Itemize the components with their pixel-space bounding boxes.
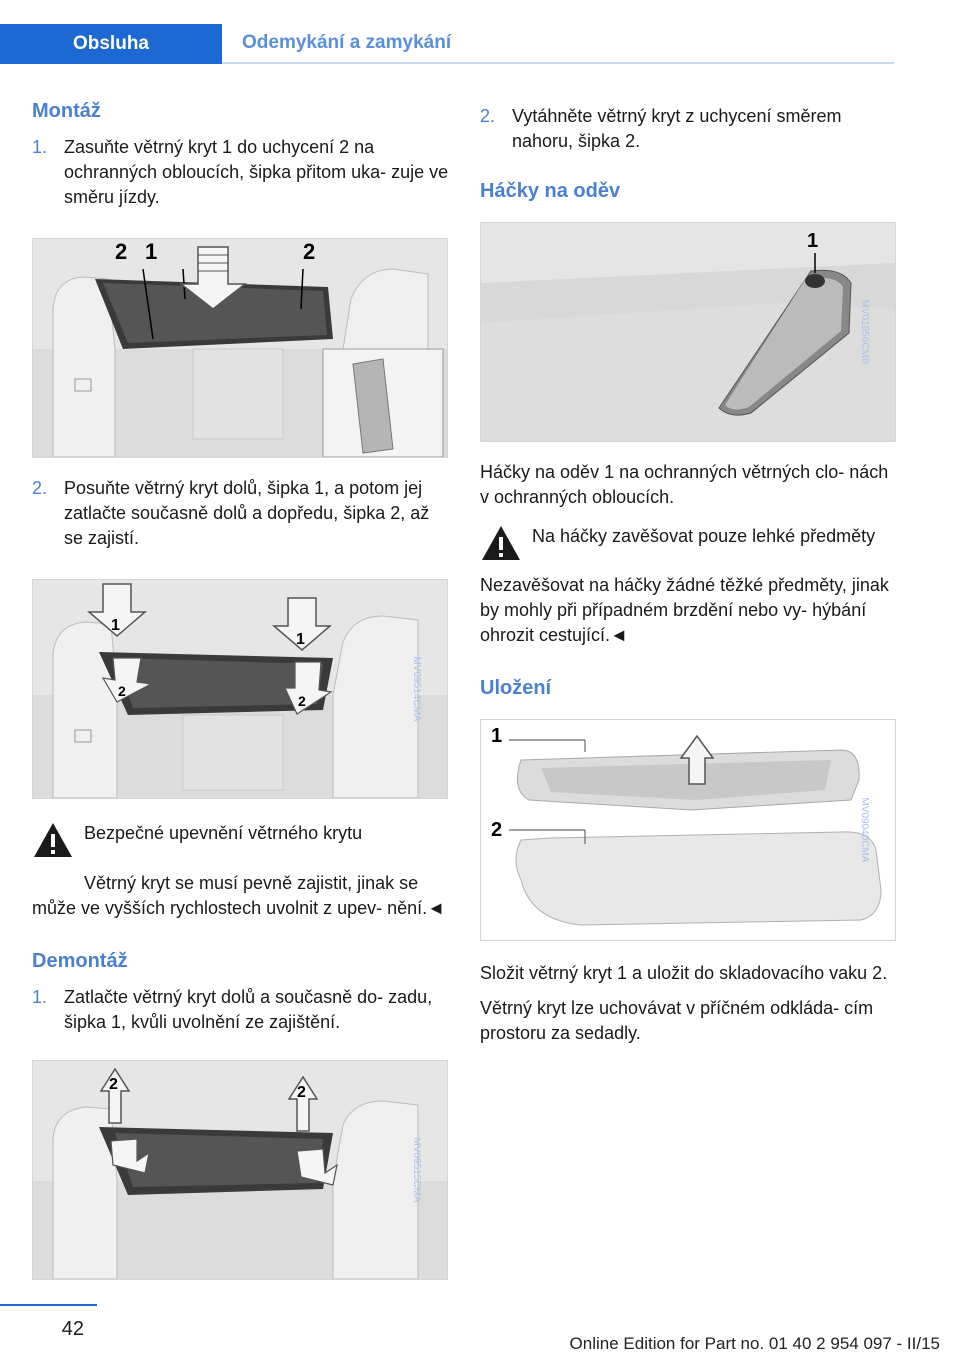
list-item	[32, 985, 452, 1035]
tab-odemykani[interactable]: Odemykání a zamykání	[222, 24, 894, 64]
figure-wind-deflector-release	[32, 1060, 448, 1280]
step-number: 1.	[32, 137, 48, 157]
hooks-description: Háčky na oděv 1 na ochranných větrných clo‐ nách v ochranných obloucích.	[480, 462, 889, 507]
step-number: 1.	[32, 987, 48, 1007]
callout-label: 2	[109, 1076, 118, 1093]
figure-clothes-hook	[480, 222, 896, 442]
footer-rule	[0, 1304, 97, 1306]
storage-text-2: Větrný kryt lze uchovávat v příčném odkláda‐ cím prostoru za sedadly.	[480, 998, 874, 1043]
storage-text-1: Složit větrný kryt 1 a uložit do skladovacího vaku 2.	[480, 963, 888, 983]
warning-block	[32, 821, 452, 864]
warning-title: Bezpečné upevnění větrného krytu	[84, 823, 363, 843]
callout-label: 1	[296, 631, 305, 648]
callout-label: 2	[118, 683, 126, 699]
step-number: 2.	[32, 478, 48, 498]
right-column	[480, 104, 900, 1046]
figure-wind-deflector-insert	[32, 238, 448, 458]
warning-body: Větrný kryt se musí pevně zajistit, jinak se může ve vyšších rychlostech uvolnit z upev‐ nění.◄	[32, 873, 445, 918]
step-text: Zasuňte větrný kryt 1 do uchycení 2 na ochranných obloucích, šipka přitom uka‐ zuje ve směru jízdy.	[64, 137, 449, 207]
figure-storage-bag	[480, 719, 896, 941]
figure-id: MV01856CMB	[858, 299, 870, 365]
step-text: Vytáhněte větrný kryt z uchycení směrem nahoru, šipka 2.	[512, 106, 842, 151]
callout-label: 2	[491, 819, 503, 841]
figure-id: MV09040CMA	[858, 797, 870, 863]
clothes-hook-illustration	[481, 223, 895, 441]
list-item	[32, 476, 452, 551]
list-item	[32, 135, 452, 210]
tab-obsluha[interactable]: Obsluha	[0, 24, 222, 64]
callout-label: 2	[298, 693, 306, 709]
warning-title: Na háčky zavěšovat pouze lehké předměty	[532, 526, 876, 546]
wind-deflector-illustration	[33, 580, 447, 798]
wind-deflector-illustration	[33, 1061, 447, 1279]
warning-icon	[32, 821, 84, 864]
figure-id: MV09515CMA	[410, 1137, 422, 1203]
warning-body: Nezavěšovat na háčky žádné těžké předměty, jinak by mohly při případném brzdění nebo vy‐ hýbání ohrozit cestující.◄	[480, 575, 889, 645]
left-column	[32, 96, 452, 1280]
warning-icon	[480, 524, 532, 567]
list-item	[480, 104, 900, 154]
callout-label: 2	[115, 239, 128, 264]
callout-label: 2	[297, 1084, 306, 1101]
figure-id: MV09514CMA	[410, 656, 422, 722]
wind-deflector-illustration	[33, 239, 447, 457]
storage-bag-illustration	[481, 720, 895, 940]
heading-demontaz: Demontáž	[32, 950, 128, 972]
heading-ulozeni: Uložení	[480, 677, 552, 699]
page-header	[0, 0, 960, 64]
callout-label: 1	[491, 725, 503, 747]
warning-block	[480, 524, 900, 567]
callout-label: 1	[111, 617, 120, 634]
callout-label: 1	[145, 239, 158, 264]
page-number: 42	[61, 1318, 84, 1340]
step-number: 2.	[480, 106, 496, 126]
heading-montaz: Montáž	[32, 100, 101, 122]
figure-wind-deflector-lock	[32, 579, 448, 799]
step-text: Posuňte větrný kryt dolů, šipka 1, a potom jej zatlačte současně dolů a dopředu, šipka 2, až se zajistí.	[64, 478, 430, 548]
heading-hacky: Háčky na oděv	[480, 180, 621, 202]
edition-info: Online Edition for Part no. 01 40 2 954 097 - II/15	[569, 1334, 940, 1353]
step-text: Zatlačte větrný kryt dolů a současně do‐ zadu, šipka 1, kvůli uvolnění ze zajištění.	[64, 987, 433, 1032]
callout-label: 1	[807, 230, 819, 252]
callout-label: 2	[303, 239, 316, 264]
